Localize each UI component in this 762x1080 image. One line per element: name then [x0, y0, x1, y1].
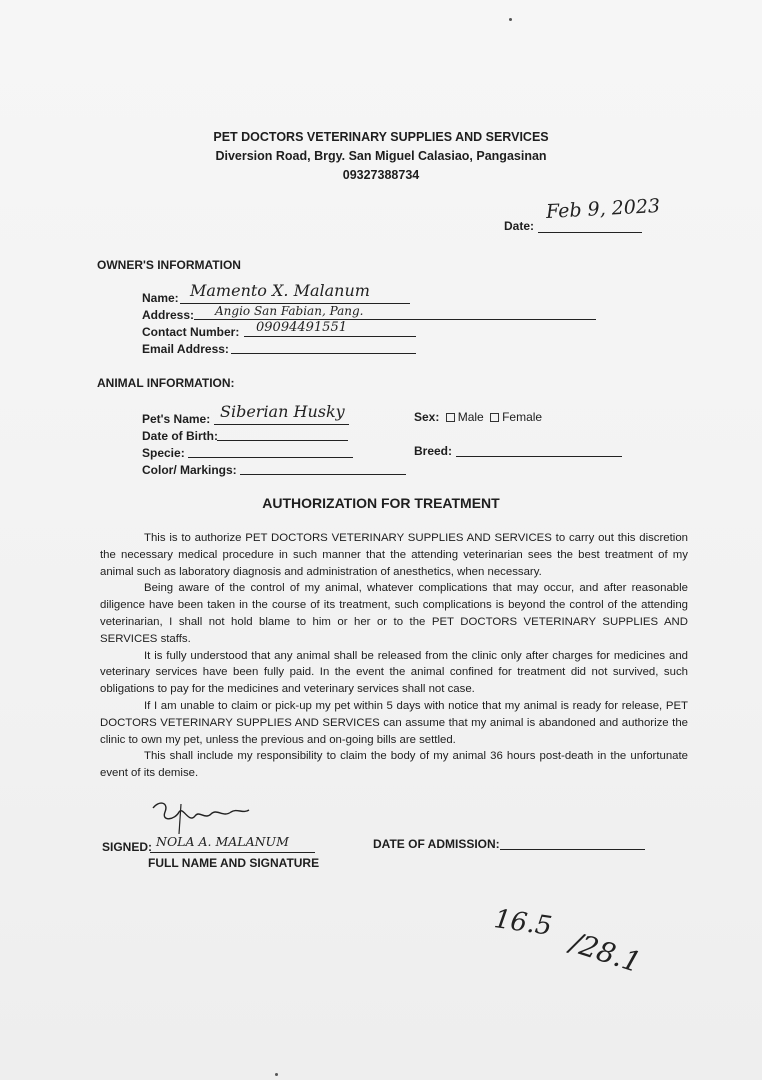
animal-section-title: ANIMAL INFORMATION: [97, 376, 235, 390]
owner-section-title: OWNER'S INFORMATION [97, 258, 241, 272]
specie-line [188, 457, 353, 458]
owner-address-line [194, 319, 596, 320]
breed-label: Breed: [414, 444, 453, 458]
auth-paragraph-2: Being aware of the control of my animal, whatever complications that may occur, and after reasonable diligence have been taken in the course of its treatment, such complications is beyond the control of the attending veterinarian, I shall not hold blame to him or her or to the PET DOCTORS VETERINARY SUPPLIES AND SERVICES staffs. [100, 582, 688, 645]
breed-line [456, 456, 622, 457]
owner-contact-line [244, 336, 416, 337]
annotation-note-1: 16.5 [492, 904, 554, 942]
clinic-name: PET DOCTORS VETERINARY SUPPLIES AND SERVICES [213, 130, 549, 144]
signed-label: SIGNED: [102, 840, 153, 854]
admission-line [500, 849, 645, 850]
female-label: Female [502, 410, 543, 424]
date-label: Date: [504, 219, 535, 233]
clinic-address: Diversion Road, Brgy. San Miguel Calasiao, Pangasinan [215, 149, 547, 163]
pet-name-label: Pet's Name: [142, 412, 211, 426]
auth-paragraph-1: This is to authorize PET DOCTORS VETERINARY SUPPLIES AND SERVICES to carry out this discretion the necessary medical procedure in such manner that the attending veterinarian sees the best treatment of my animal such as laboratory diagnosis and administration of anesthetics, when necessary. [100, 532, 688, 578]
dob-line [217, 440, 348, 441]
owner-email-label: Email Address: [142, 342, 229, 356]
color-label: Color/ Markings: [142, 463, 237, 477]
auth-paragraph-3: It is fully understood that any animal shall be released from the clinic only after charges for medicines and veterinary services have been fully paid. In the event the animal confined for treatment did not survived, such obligations to pay for the medicines and veterinary services shall not case. [100, 649, 688, 696]
owner-name-value: Mamento X. Malanum [190, 281, 370, 300]
paper-speck [509, 18, 512, 21]
signed-line [150, 852, 315, 853]
auth-paragraph-5: This shall include my responsibility to claim the body of my animal 36 hours post-death in the unfortunate event of its demise. [100, 750, 688, 780]
signed-name: NOLA A. MALANUM [156, 834, 289, 849]
female-checkbox[interactable] [490, 413, 499, 422]
owner-contact-value: 09094491551 [256, 320, 347, 335]
admission-label: DATE OF ADMISSION: [373, 837, 500, 851]
owner-name-label: Name: [142, 291, 179, 305]
sex-label: Sex: [414, 410, 440, 424]
date-value: Feb 9, 2023 [545, 195, 661, 223]
specie-label: Specie: [142, 446, 185, 460]
pet-name-line [214, 424, 349, 425]
color-line [240, 474, 406, 475]
date-line [538, 232, 642, 233]
clinic-phone: 09327388734 [342, 168, 420, 182]
owner-address-label: Address: [142, 308, 195, 322]
signature-caption: FULL NAME AND SIGNATURE [148, 856, 320, 870]
owner-email-line [231, 353, 416, 354]
auth-paragraph-4: If I am unable to claim or pick-up my pet within 5 days with notice that my animal is ready for release, PET DOCTORS VETERINARY SUPPLIES AND SERVICES can assume that my animal is abandoned and authorize the clinic to own my pet, unless the previous and on-going bills are settled. [100, 699, 688, 746]
owner-address-value: Angio San Fabian, Pang. [215, 304, 364, 318]
male-checkbox[interactable] [446, 413, 455, 422]
authorization-body [100, 530, 688, 782]
pet-name-value: Siberian Husky [220, 402, 345, 421]
annotation-note-2: /28.1 [566, 925, 646, 980]
dob-label: Date of Birth: [142, 429, 218, 443]
authorization-title: AUTHORIZATION FOR TREATMENT [262, 495, 500, 511]
male-label: Male [457, 410, 484, 424]
owner-contact-label: Contact Number: [142, 325, 240, 339]
paper-speck [275, 1073, 278, 1076]
sex-field [414, 410, 542, 424]
